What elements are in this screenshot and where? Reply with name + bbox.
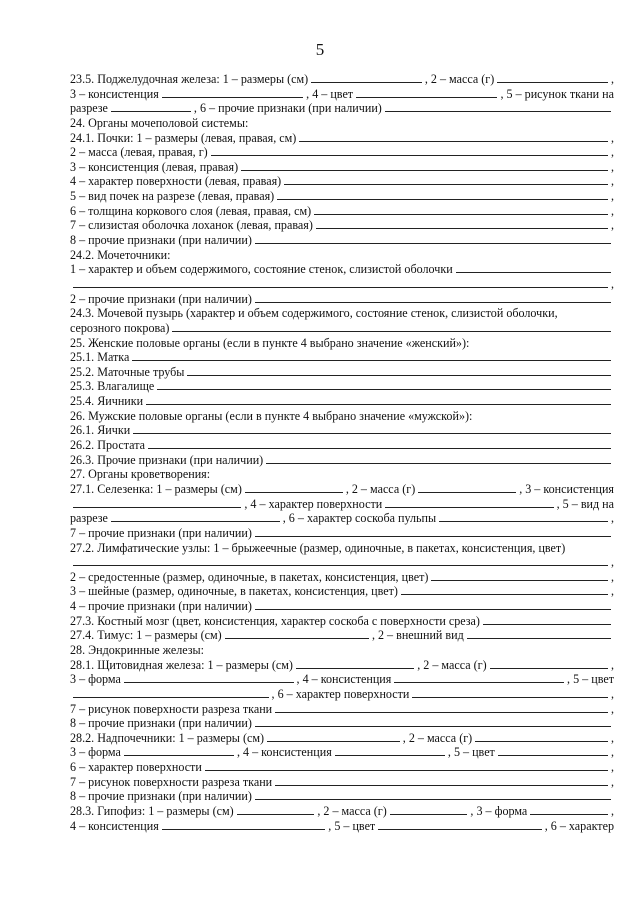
fill-in-blank[interactable] (335, 745, 445, 756)
fill-in-blank[interactable] (467, 628, 611, 639)
field-label: 27.4. Тимус: 1 – размеры (см) (70, 628, 222, 643)
form-line (70, 570, 614, 585)
field-label: , 6 – характер соскоба пульпы (282, 511, 437, 526)
form-line (70, 101, 614, 116)
field-label: 25.3. Влагалище (70, 379, 155, 394)
fill-in-blank[interactable] (390, 804, 468, 815)
field-label: 24. Органы мочеполовой системы: (70, 115, 249, 130)
fill-in-blank[interactable] (211, 145, 608, 156)
fill-in-blank[interactable] (431, 570, 608, 581)
fill-in-blank[interactable] (73, 555, 608, 566)
field-label: , (610, 276, 614, 291)
form-line (70, 687, 614, 702)
field-label: , (610, 569, 614, 584)
fill-in-blank[interactable] (475, 731, 608, 742)
field-label: 4 – характер поверхности (левая, правая) (70, 174, 282, 189)
fill-in-blank[interactable] (225, 628, 369, 639)
form-line (70, 394, 614, 409)
field-label: , 2 – масса (г) (402, 730, 473, 745)
fill-in-blank[interactable] (275, 775, 608, 786)
field-label: 28. Эндокринные железы: (70, 642, 205, 657)
field-label: 26.3. Прочие признаки (при наличии) (70, 452, 264, 467)
field-label: , 4 – консистенция (236, 745, 332, 760)
field-label: , (610, 145, 614, 160)
form-line (70, 526, 614, 541)
form-line (70, 672, 614, 687)
field-label: 7 – рисунок поверхности разреза ткани (70, 774, 273, 789)
field-label: , 6 – прочие признаки (при наличии) (193, 101, 382, 116)
field-label: 28.2. Надпочечники: 1 – размеры (см) (70, 730, 265, 745)
fill-in-blank[interactable] (356, 87, 497, 98)
form-line (70, 350, 614, 365)
fill-in-blank[interactable] (385, 497, 553, 508)
form-line (70, 614, 614, 629)
field-label: разрезе (70, 101, 108, 116)
fill-in-blank[interactable] (275, 702, 608, 713)
form-line (70, 321, 614, 336)
fill-in-blank[interactable] (255, 526, 611, 537)
field-label: , 2 – масса (г) (424, 72, 495, 86)
form-line (70, 336, 614, 351)
fill-in-blank[interactable] (401, 584, 608, 595)
fill-in-blank[interactable] (284, 174, 608, 185)
fill-in-blank[interactable] (316, 218, 608, 229)
form-line (70, 306, 614, 321)
fill-in-blank[interactable] (241, 160, 608, 171)
form-line (70, 555, 614, 570)
field-label: 2 – средостенные (размер, одиночные, в пакетах, консистенция, цвет) (70, 569, 429, 584)
fill-in-blank[interactable] (132, 350, 611, 361)
form-line (70, 745, 614, 760)
form-line (70, 72, 614, 87)
fill-in-blank[interactable] (311, 72, 422, 83)
field-label: , 4 – характер поверхности (244, 496, 383, 511)
fill-in-blank[interactable] (255, 599, 611, 610)
field-label: , 2 – внешний вид (371, 628, 464, 643)
field-label: 25.1. Матка (70, 350, 130, 365)
fill-in-blank[interactable] (255, 292, 611, 303)
form-line (70, 467, 614, 482)
field-label: , 5 – цвет (447, 745, 495, 760)
field-label: , 5 – цвет (567, 672, 614, 687)
field-label: , (610, 189, 614, 204)
field-label: , (610, 760, 614, 775)
form-line (70, 482, 614, 497)
field-label: , (610, 203, 614, 218)
form-line (70, 262, 614, 277)
fill-in-blank[interactable] (530, 804, 608, 815)
fill-in-blank[interactable] (157, 379, 611, 390)
fill-in-blank[interactable] (498, 745, 608, 756)
form-line (70, 541, 614, 556)
field-label: , 5 – вид на (556, 496, 614, 511)
field-label: , 6 – характер (544, 818, 614, 833)
field-label: , 3 – форма (470, 804, 528, 819)
field-label: 1 – характер и объем содержимого, состояние стенок, слизистой оболочки (70, 262, 453, 277)
form-line (70, 511, 614, 526)
field-label: , 5 – рисунок ткани на (500, 86, 614, 101)
fill-in-blank[interactable] (146, 394, 611, 405)
field-label: 3 – форма (70, 745, 121, 760)
fill-in-blank[interactable] (497, 72, 608, 83)
form-line (70, 87, 614, 102)
form-body (70, 72, 614, 833)
field-label: 8 – прочие признаки (при наличии) (70, 789, 252, 804)
page-number: 5 (315, 40, 325, 59)
field-label: 7 – рисунок поверхности разреза ткани (70, 701, 273, 716)
fill-in-blank[interactable] (296, 658, 414, 669)
field-label: 5 – вид почек на разрезе (левая, правая) (70, 189, 275, 204)
fill-in-blank[interactable] (418, 482, 516, 493)
fill-in-blank[interactable] (483, 614, 611, 625)
field-label: 25.2. Маточные трубы (70, 364, 185, 379)
fill-in-blank[interactable] (162, 87, 303, 98)
field-label: 2 – прочие признаки (при наличии) (70, 291, 252, 306)
fill-in-blank[interactable] (394, 672, 564, 683)
field-label: 28.3. Гипофиз: 1 – размеры (см) (70, 804, 234, 819)
form-line (70, 599, 614, 614)
field-label: , (610, 804, 614, 819)
form-line (70, 775, 614, 790)
fill-in-blank[interactable] (255, 716, 611, 727)
field-label: , 2 – масса (г) (417, 657, 487, 672)
field-label: 24.2. Мочеточники: (70, 247, 171, 262)
field-label: 3 – консистенция (70, 86, 159, 101)
fill-in-blank[interactable] (314, 204, 608, 215)
field-label: , (610, 130, 614, 145)
field-label: , (610, 174, 614, 189)
fill-in-blank[interactable] (73, 277, 608, 288)
form-line (70, 218, 614, 233)
field-label: , (610, 657, 614, 672)
form-line (70, 409, 614, 424)
field-label: 3 – консистенция (левая, правая) (70, 159, 239, 174)
field-label: 4 – прочие признаки (при наличии) (70, 599, 252, 614)
form-line (70, 804, 614, 819)
field-label: 23.5. Поджелудочная железа: 1 – размеры (см) (70, 72, 309, 86)
field-label: 3 – форма (70, 672, 121, 687)
field-label: , (610, 159, 614, 174)
form-line (70, 643, 614, 658)
field-label: 24.3. Мочевой пузырь (характер и объем содержимого, состояние стенок, слизистой оболочки, (70, 306, 558, 321)
form-line (70, 760, 614, 775)
fill-in-blank[interactable] (205, 760, 608, 771)
form-line (70, 731, 614, 746)
field-label: 25.4. Яичники (70, 394, 144, 409)
form-line (70, 248, 614, 263)
fill-in-blank[interactable] (267, 731, 400, 742)
fill-in-blank[interactable] (124, 672, 294, 683)
form-line (70, 423, 614, 438)
form-line (70, 174, 614, 189)
fill-in-blank[interactable] (266, 453, 611, 464)
field-label: 28.1. Щитовидная железа: 1 – размеры (см) (70, 657, 293, 672)
field-label: 26.1. Яички (70, 423, 131, 438)
field-label: 25. Женские половые органы (если в пункте 4 выбрано значение «женский»): (70, 335, 470, 350)
fill-in-blank[interactable] (439, 511, 608, 522)
fill-in-blank[interactable] (124, 745, 234, 756)
field-label: , (610, 745, 614, 760)
field-label: , (610, 72, 614, 86)
field-label: 6 – толщина коркового слоя (левая, правая, см) (70, 203, 312, 218)
form-line (70, 160, 614, 175)
form-line (70, 292, 614, 307)
field-label: 8 – прочие признаки (при наличии) (70, 233, 252, 248)
form-line (70, 116, 614, 131)
field-label: , 2 – масса (г) (317, 804, 387, 819)
form-line (70, 365, 614, 380)
field-label: 27.2. Лимфатические узлы: 1 – брыжеечные (размер, одиночные, в пакетах, консистенция, цвет) (70, 540, 566, 555)
field-label: 8 – прочие признаки (при наличии) (70, 716, 252, 731)
fill-in-blank[interactable] (378, 819, 542, 830)
form-line (70, 819, 614, 834)
form-line (70, 702, 614, 717)
field-label: серозного покрова) (70, 320, 170, 335)
form-line (70, 145, 614, 160)
field-label: , 3 – консистенция (519, 481, 614, 496)
form-line (70, 438, 614, 453)
field-label: , 5 – цвет (328, 818, 376, 833)
form-line (70, 379, 614, 394)
field-label: 24.1. Почки: 1 – размеры (левая, правая, см) (70, 130, 297, 145)
field-label: 27.1. Селезенка: 1 – размеры (см) (70, 481, 242, 496)
field-label: , 6 – характер поверхности (271, 686, 410, 701)
fill-in-blank[interactable] (245, 482, 343, 493)
fill-in-blank[interactable] (111, 101, 191, 112)
form-line (70, 658, 614, 673)
field-label: , 4 – цвет (306, 86, 354, 101)
fill-in-blank[interactable] (490, 658, 608, 669)
fill-in-blank[interactable] (111, 511, 280, 522)
field-label: , (610, 686, 614, 701)
field-label: , (610, 701, 614, 716)
form-line (70, 584, 614, 599)
fill-in-blank[interactable] (73, 497, 241, 508)
form-line (70, 497, 614, 512)
field-label: , 2 – масса (г) (345, 481, 416, 496)
field-label: , (610, 584, 614, 599)
fill-in-blank[interactable] (299, 131, 608, 142)
field-label: 26.2. Простата (70, 438, 145, 453)
fill-in-blank[interactable] (255, 789, 611, 800)
field-label: 4 – консистенция (70, 818, 159, 833)
field-label: , (610, 218, 614, 233)
fill-in-blank[interactable] (148, 438, 611, 449)
fill-in-blank[interactable] (162, 819, 326, 830)
fill-in-blank[interactable] (187, 365, 611, 376)
form-line (70, 233, 614, 248)
field-label: , (610, 730, 614, 745)
form-line (70, 277, 614, 292)
fill-in-blank[interactable] (277, 189, 608, 200)
fill-in-blank[interactable] (172, 321, 611, 332)
fill-in-blank[interactable] (385, 101, 611, 112)
field-label: разрезе (70, 511, 108, 526)
fill-in-blank[interactable] (237, 804, 315, 815)
field-label: , (610, 774, 614, 789)
fill-in-blank[interactable] (133, 423, 611, 434)
field-label: 2 – масса (левая, правая, г) (70, 145, 208, 160)
field-label: 7 – прочие признаки (при наличии) (70, 525, 252, 540)
form-line (70, 716, 614, 731)
field-label: , 4 – консистенция (296, 672, 392, 687)
form-line (70, 204, 614, 219)
form-line (70, 789, 614, 804)
form-line (70, 189, 614, 204)
field-label: , (610, 555, 614, 570)
field-label: 27.3. Костный мозг (цвет, консистенция, характер соскоба с поверхности среза) (70, 613, 480, 628)
form-line (70, 453, 614, 468)
form-line (70, 628, 614, 643)
form-line (70, 131, 614, 146)
field-label: , (610, 511, 614, 526)
fill-in-blank[interactable] (73, 687, 269, 698)
fill-in-blank[interactable] (456, 262, 611, 273)
field-label: 6 – характер поверхности (70, 760, 202, 775)
fill-in-blank[interactable] (255, 233, 611, 244)
field-label: 3 – шейные (размер, одиночные, в пакетах, консистенция, цвет) (70, 584, 398, 599)
field-label: 26. Мужские половые органы (если в пункте 4 выбрано значение «мужской»): (70, 408, 473, 423)
field-label: 7 – слизистая оболочка лоханок (левая, правая) (70, 218, 313, 233)
fill-in-blank[interactable] (412, 687, 608, 698)
field-label: 27. Органы кроветворения: (70, 467, 211, 482)
